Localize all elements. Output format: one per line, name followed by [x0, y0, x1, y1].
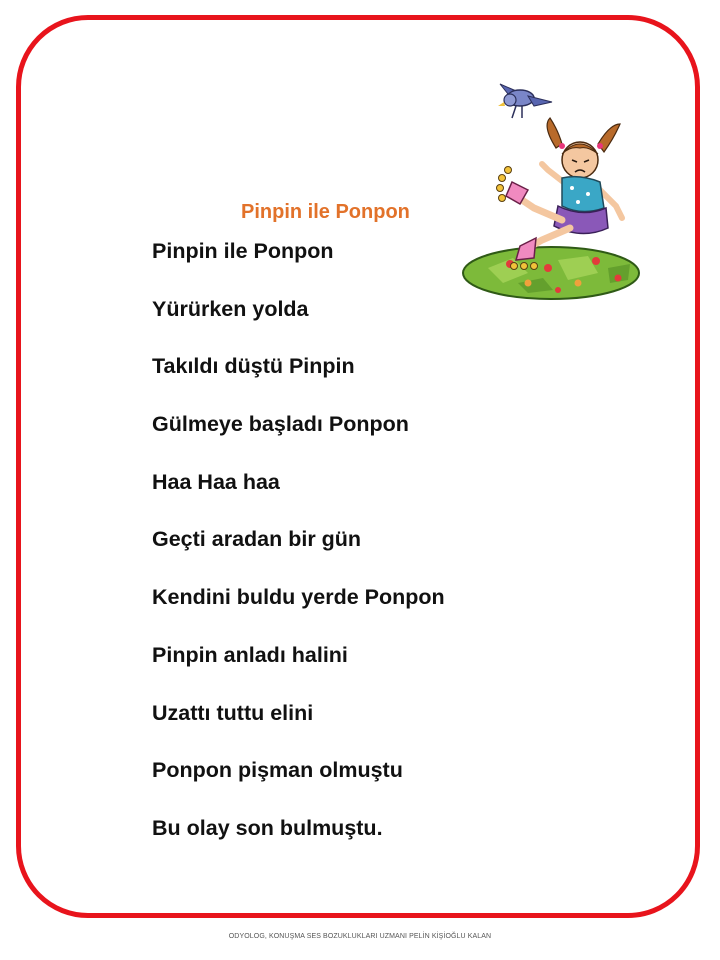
- poem-line: Takıldı düştü Pinpin: [152, 354, 355, 379]
- poem-line: Kendini buldu yerde Ponpon: [152, 585, 445, 610]
- poem-line: Gülmeye başladı Ponpon: [152, 412, 409, 437]
- poem-line: Geçti aradan bir gün: [152, 527, 362, 552]
- poem-title: Pinpin ile Ponpon: [241, 201, 410, 223]
- bird-icon: [498, 84, 552, 118]
- poem-line: Ponpon pişman olmuştu: [152, 758, 403, 783]
- poem-line: Pinpin anladı halini: [152, 642, 348, 667]
- poem-line: Uzattı tuttu elini: [152, 700, 314, 725]
- footer-credit: ODYOLOG, KONUŞMA SES BOZUKLUKLARI UZMANI PELİN KİŞİOĞLU KALAN: [228, 933, 492, 940]
- poem-line: Pinpin ile Ponpon: [152, 239, 334, 263]
- poem-line: Yürürken yolda: [152, 296, 309, 321]
- poem-lines: [152, 236, 445, 871]
- poem-line: Haa Haa haa: [152, 469, 280, 494]
- illustration-girl-skating: [458, 78, 648, 308]
- grass-patch-icon: [463, 247, 639, 299]
- poem-line: Bu olay son bulmuştu.: [152, 815, 383, 840]
